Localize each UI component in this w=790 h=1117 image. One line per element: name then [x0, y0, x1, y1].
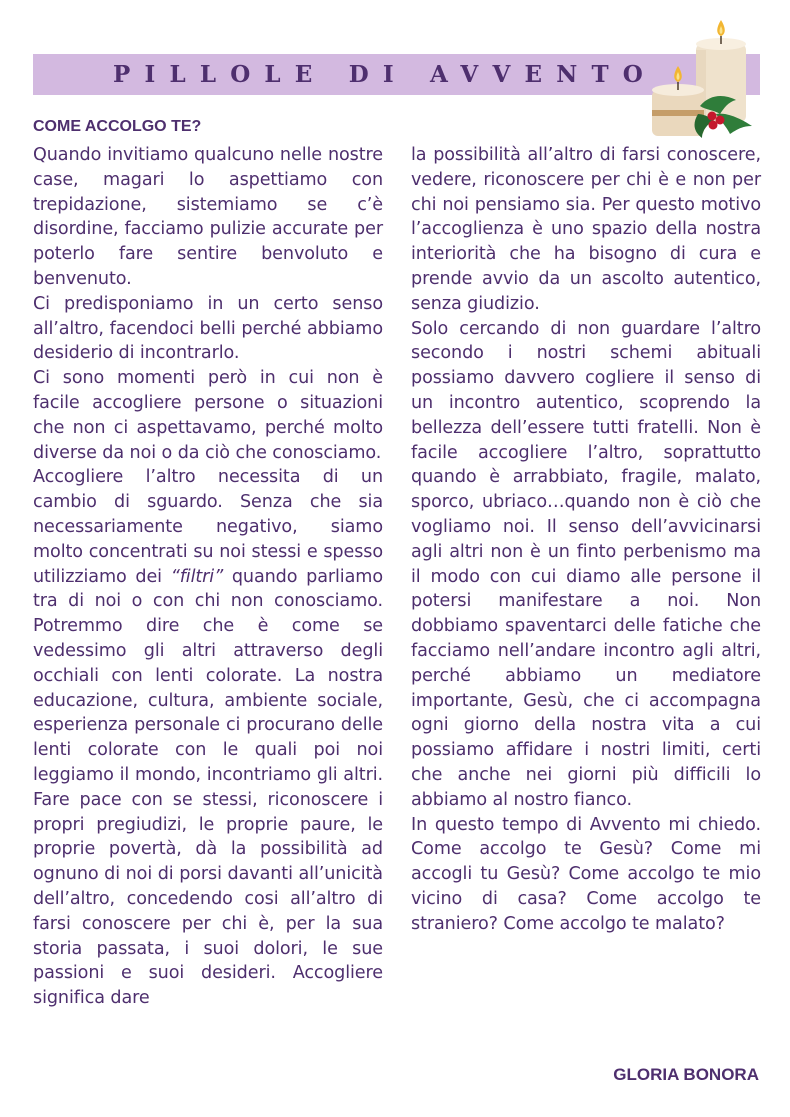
paragraph: la possibilità all’altro di farsi conoscere, vedere, riconoscere per chi è e non per chi noi pensiamo sia. Per questo motivo l’accoglienza è uno spazio della nostra interiorità che ha bisogno di cura e prende avvio da un ascolto autentico, senza giudizio. [411, 145, 761, 314]
paragraph-text: quando parliamo tra di noi o con chi non conosciamo. Potremmo dire che è come se vedessimo gli altri attraverso degli occhiali con lenti colorate. La nostra educazione, cultura, ambiente sociale, esperienza personale ci procurano delle lenti colorate con le quali poi noi leggiamo il mondo, incontriamo gli altri. Fare pace con se stessi, riconoscere i propri pregiudizi, le proprie paure, le proprie povertà, dà la possibilità ad ognuno di noi di porsi davanti all’unicità dell’altro, concedendo cosi all’altro di farsi conoscere per chi è, per la sua storia passata, i suoi dolori, le sue passioni e suoi desideri. Accogliere significa dare [33, 566, 383, 1009]
paragraph: In questo tempo di Avvento mi chiedo. Come accolgo te Gesù? Come mi accogli tu Gesù? Come accolgo te mio vicino di casa? Come accolgo te straniero? Come accolgo te malato? [411, 814, 761, 934]
paragraph: Quando invitiamo qualcuno nelle nostre case, magari lo aspettiamo con trepidazione, sistemiamo se c’è disordine, facciamo pulizie accurate per poterlo fare sentire benvoluto e benvenuto. [33, 145, 383, 289]
paragraph: Ci sono momenti però in cui non è facile accogliere persone o situazioni che non ci aspettavamo, perché molto diverse da noi o da ciò che conosciamo. [33, 368, 383, 463]
paragraph: Ci predisponiamo in un certo senso all’altro, facendoci belli perché abbiamo desiderio di incontrarlo. [33, 293, 383, 364]
article-subtitle: COME ACCOLGO TE? [33, 118, 202, 135]
paragraph-text: Accogliere l’altro necessita di un cambio di sguardo. Senza che sia necessariamente negativo, siamo molto concentrati su noi stessi e spesso utilizziamo dei [33, 467, 383, 587]
emphasis-filtri: “filtri” [170, 566, 224, 587]
right-column [411, 143, 761, 937]
advent-candles-icon [640, 14, 760, 142]
author-name: GLORIA BONORA [613, 1065, 759, 1084]
paragraph [33, 465, 383, 1011]
paragraph: Solo cercando di non guardare l’altro secondo i nostri schemi abituali possiamo davvero cogliere il senso di un incontro autentico, scoprendo la bellezza dell’essere tutti fratelli. Non è facile accogliere l’altro, soprattutto quando è arrabbiato, fragile, malato, sporco, ubriaco…quando non è ciò che vogliamo noi. Il senso dell’avvicinarsi agli altri non è un finto perbenismo ma il modo con cui diamo alle persone il potersi manifestare a noi. Non dobbiamo spaventarci delle fatiche che facciamo nell’andare incontro agli altri, perché abbiamo un mediatore importante, Gesù, che ci accompagna ogni giorno della nostra vita a cui possiamo affidare i nostri limiti, certi che anche nei giorni più difficili lo abbiamo al nostro fianco. [411, 318, 761, 810]
left-column [33, 143, 383, 1011]
page-title: PILLOLE DI AVVENTO [113, 61, 658, 88]
